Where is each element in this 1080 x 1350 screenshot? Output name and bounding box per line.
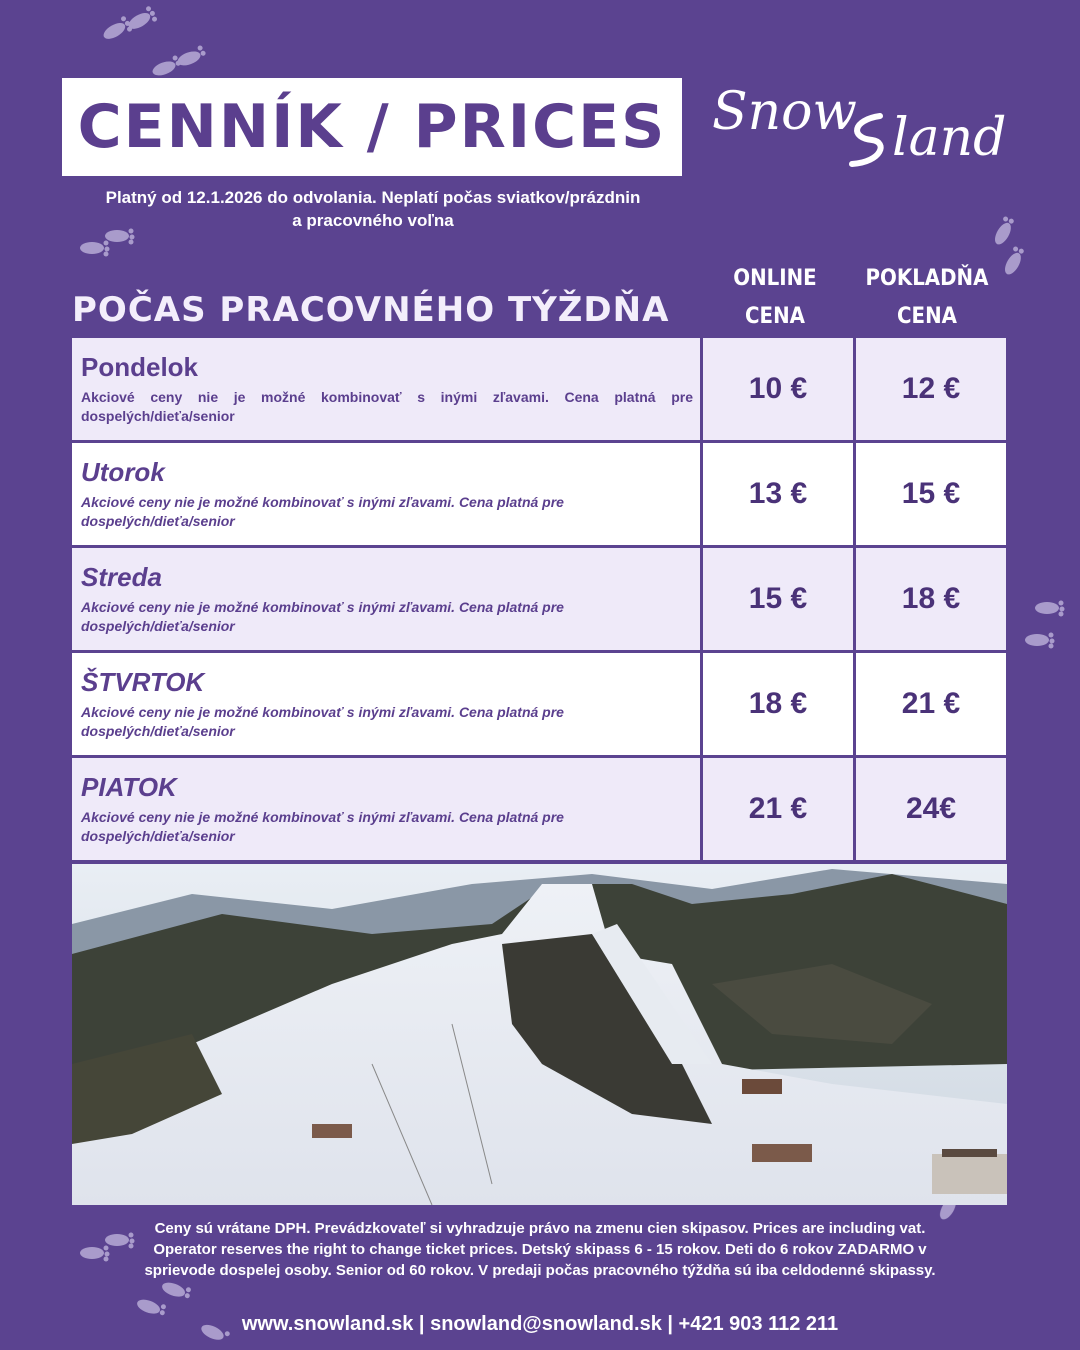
pokladna-price: 15 € bbox=[856, 443, 1006, 545]
section-title: POČAS PRACOVNÉHO TÝŽDŇA bbox=[72, 290, 670, 330]
online-price: 18 € bbox=[703, 653, 853, 755]
table-row bbox=[72, 758, 1008, 860]
table-row bbox=[72, 338, 1008, 440]
day-name: PIATOK bbox=[81, 772, 177, 802]
logo-snow-text: Snow bbox=[712, 82, 857, 142]
pokladna-header-line-2: CENA bbox=[897, 304, 957, 329]
snowland-logo bbox=[712, 82, 1012, 172]
contact-line[interactable]: www.snowland.sk | snowland@snowland.sk | +421 903 112 211 bbox=[241, 1313, 839, 1335]
online-price: 15 € bbox=[703, 548, 853, 650]
day-name: Streda bbox=[81, 562, 162, 592]
day-note: Akciové ceny nie je možné kombinovať s inými zľavami. Cena platná pre dospelých/dieťa/senior bbox=[81, 389, 693, 424]
online-header-line-1: ONLINE bbox=[733, 266, 817, 291]
pokladna-price: 24€ bbox=[856, 758, 1006, 860]
day-note: Akciové ceny nie je možné kombinovať s inými zľavami. Cena platná pre dospelých/dieťa/senior bbox=[81, 494, 564, 529]
validity-note bbox=[62, 186, 684, 232]
ski-resort-photo bbox=[72, 864, 1007, 1205]
title-box bbox=[62, 78, 682, 176]
day-name: Utorok bbox=[81, 457, 165, 487]
page-title: CENNÍK / PRICES bbox=[77, 92, 667, 162]
validity-line-1: Platný od 12.1.2026 do odvolania. Neplatí počas sviatkov/prázdnin bbox=[105, 188, 641, 207]
day-cell bbox=[72, 338, 700, 440]
logo-land-text: land bbox=[892, 108, 1007, 168]
online-price: 13 € bbox=[703, 443, 853, 545]
pokladna-price: 18 € bbox=[856, 548, 1006, 650]
online-price: 21 € bbox=[703, 758, 853, 860]
logo-swirl-icon bbox=[842, 110, 892, 170]
table-row bbox=[72, 653, 1008, 755]
validity-line-2: a pracovného voľna bbox=[292, 211, 454, 230]
footer-note: Ceny sú vrátane DPH. Prevádzkovateľ si vyhradzuje právo na zmenu cien skipasov. Prices are including vat. Operator reserves the right to change ticket prices. Detský skipass 6 - 15 rokov. Deti do 6 rokov ZADARMO v sprievode dospelej osoby. Senior od 60 rokov. V predaji počas pracovného týždňa sú iba celdodenné skipassy. bbox=[144, 1220, 936, 1279]
day-cell bbox=[72, 758, 700, 860]
table-row bbox=[72, 443, 1008, 545]
day-note: Akciové ceny nie je možné kombinovať s inými zľavami. Cena platná pre dospelých/dieťa/senior bbox=[81, 809, 564, 844]
day-cell bbox=[72, 548, 700, 650]
online-price: 10 € bbox=[703, 338, 853, 440]
online-header-line-2: CENA bbox=[745, 304, 805, 329]
table-row bbox=[72, 548, 1008, 650]
pokladna-price: 21 € bbox=[856, 653, 1006, 755]
pokladna-price: 12 € bbox=[856, 338, 1006, 440]
pokladna-header-line-1: POKLADŇA bbox=[865, 266, 989, 291]
online-price-header bbox=[700, 260, 850, 336]
pokladna-price-header bbox=[852, 260, 1002, 336]
day-cell bbox=[72, 443, 700, 545]
day-name: Pondelok bbox=[81, 352, 199, 382]
day-note: Akciové ceny nie je možné kombinovať s inými zľavami. Cena platná pre dospelých/dieťa/senior bbox=[81, 704, 564, 739]
day-name: ŠTVRTOK bbox=[81, 667, 205, 697]
day-note: Akciové ceny nie je možné kombinovať s inými zľavami. Cena platná pre dospelých/dieťa/senior bbox=[81, 599, 564, 634]
day-cell bbox=[72, 653, 700, 755]
